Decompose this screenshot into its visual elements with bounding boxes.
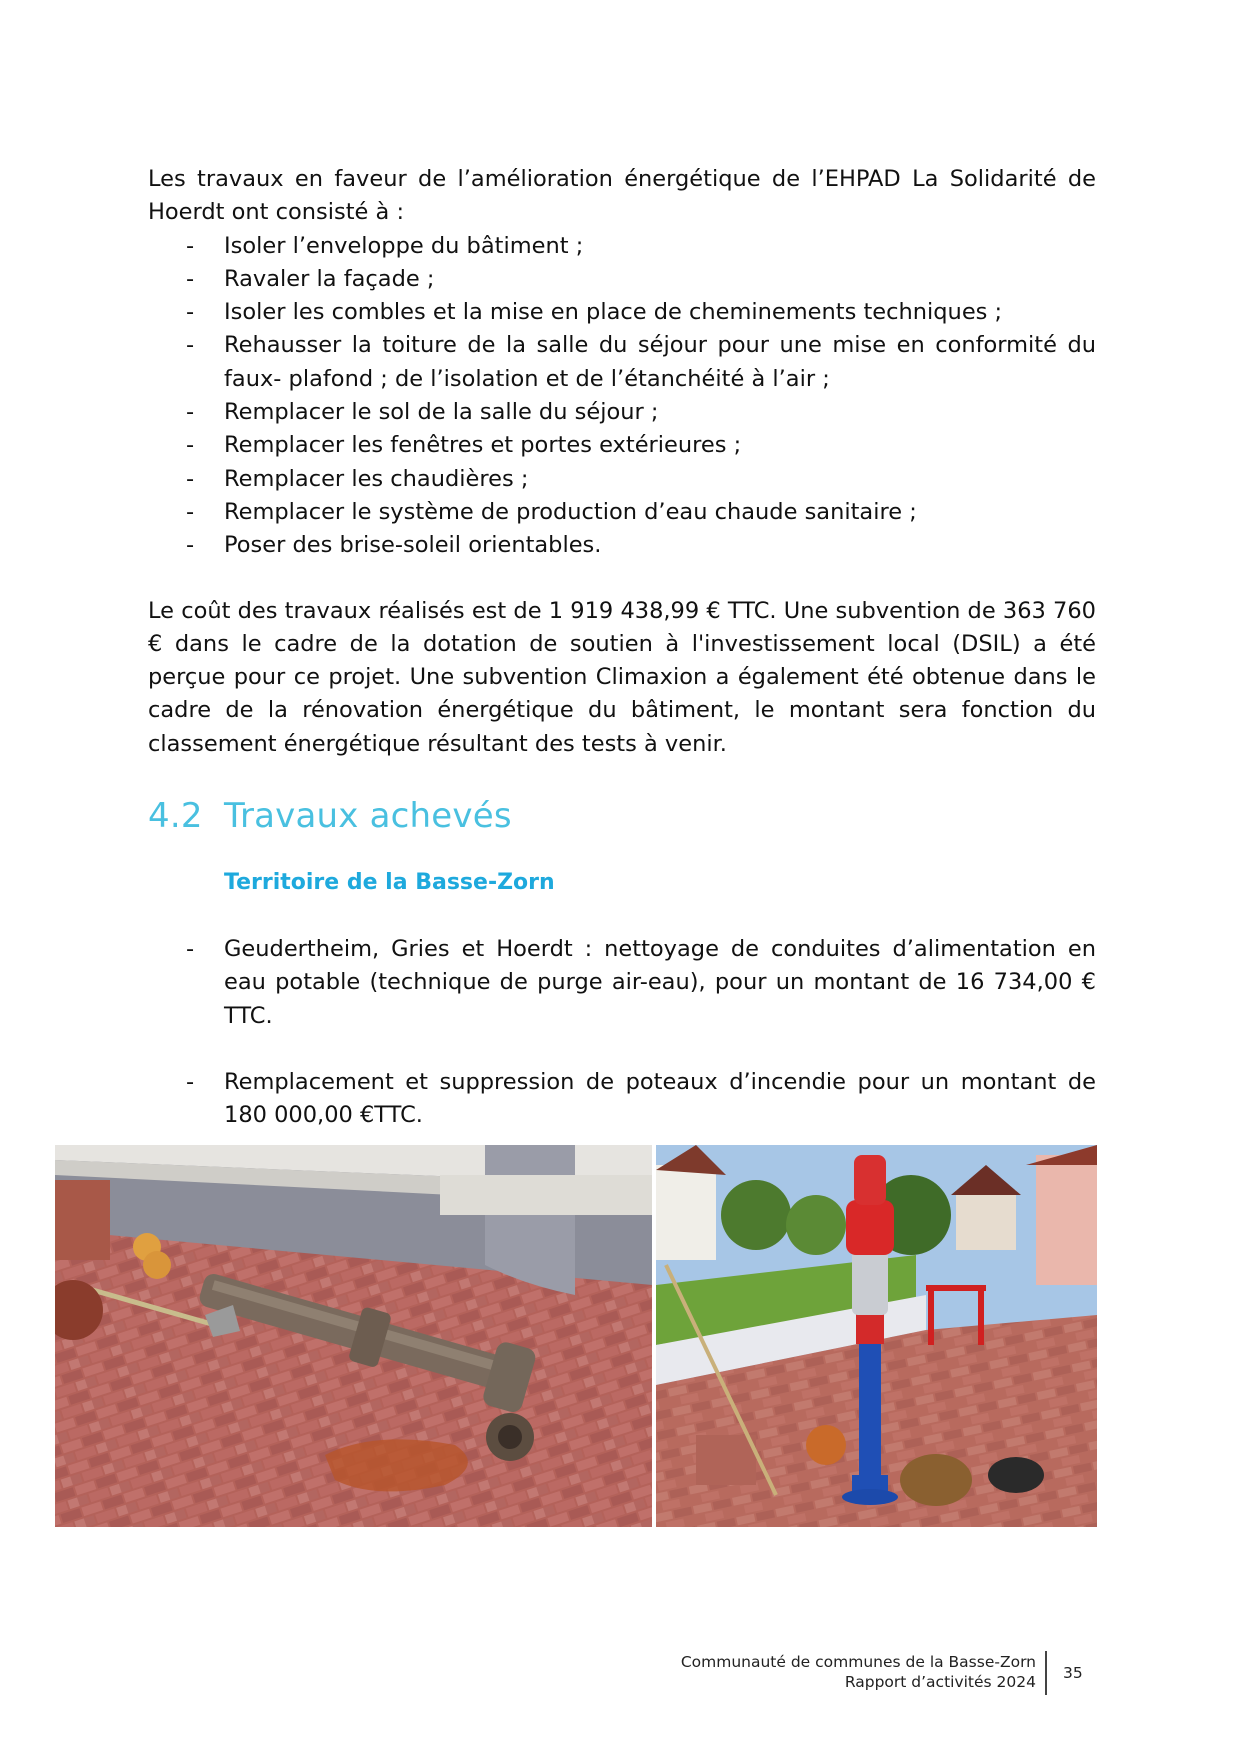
section-number: 4.2 (148, 796, 203, 836)
footer-report: Rapport d’activités 2024 (844, 1673, 1036, 1691)
list-item: - Geudertheim, Gries et Hoerdt : nettoyage de conduites d’alimentation en eau potable (technique de purge air-eau), pour un montant de 16 734,00 € TTC. (186, 936, 1096, 1029)
list-item: - Rehausser la toiture de la salle du séjour pour une mise en conformité du faux- plafond ; de l’isolation et de l’étanchéité à l’air ; (186, 332, 1096, 392)
list-item: - Remplacer le sol de la salle du séjour ; (186, 399, 659, 426)
photos (55, 1145, 1097, 1527)
list-item: - Remplacer le système de production d’eau chaude sanitaire ; (186, 498, 917, 525)
intro-paragraph: Les travaux en faveur de l’amélioration énergétique de l’EHPAD La Solidarité de Hoerdt ont consisté à : (148, 166, 1096, 226)
photo-old-pipe (55, 1145, 652, 1527)
footer (681, 1652, 1036, 1692)
list-item: - Poser des brise-soleil orientables. (186, 532, 602, 559)
works-list-ehpad (148, 230, 1096, 563)
page-number: 35 (1063, 1664, 1083, 1682)
footer-org: Communauté de communes de la Basse-Zorn (680, 1653, 1036, 1671)
list-item: - Ravaler la façade ; (186, 265, 435, 292)
section-title: Travaux achevés (224, 796, 512, 836)
list-item: - Isoler les combles et la mise en place de cheminements techniques ; (186, 299, 1003, 326)
completed-works (148, 933, 1096, 1132)
main-text (148, 163, 1096, 761)
section-heading (148, 796, 512, 836)
subsection-heading: Territoire de la Basse-Zorn (224, 870, 555, 895)
cost-paragraph: Le coût des travaux réalisés est de 1 919 438,99 € TTC. Une subvention de 363 760 € dans le cadre de la dotation de soutien à l'investissement local (DSIL) a été perçue pour ce projet. Une subvention Climaxion a également été obtenue dans le cadre de la rénovation énergétique du bâtiment, le montant sera fonction du classement énergétique résultant des tests à venir. (148, 597, 1096, 757)
list-item: - Isoler l’enveloppe du bâtiment ; (186, 232, 584, 259)
list-item: - Remplacer les chaudières ; (186, 465, 529, 492)
list-item: - Remplacement et suppression de poteaux d’incendie pour un montant de 180 000,00 €TTC. (186, 1068, 1096, 1129)
list-item: - Remplacer les fenêtres et portes extérieures ; (186, 432, 742, 459)
photo-new-hydrant (656, 1145, 1097, 1527)
footer-divider (1045, 1651, 1047, 1695)
